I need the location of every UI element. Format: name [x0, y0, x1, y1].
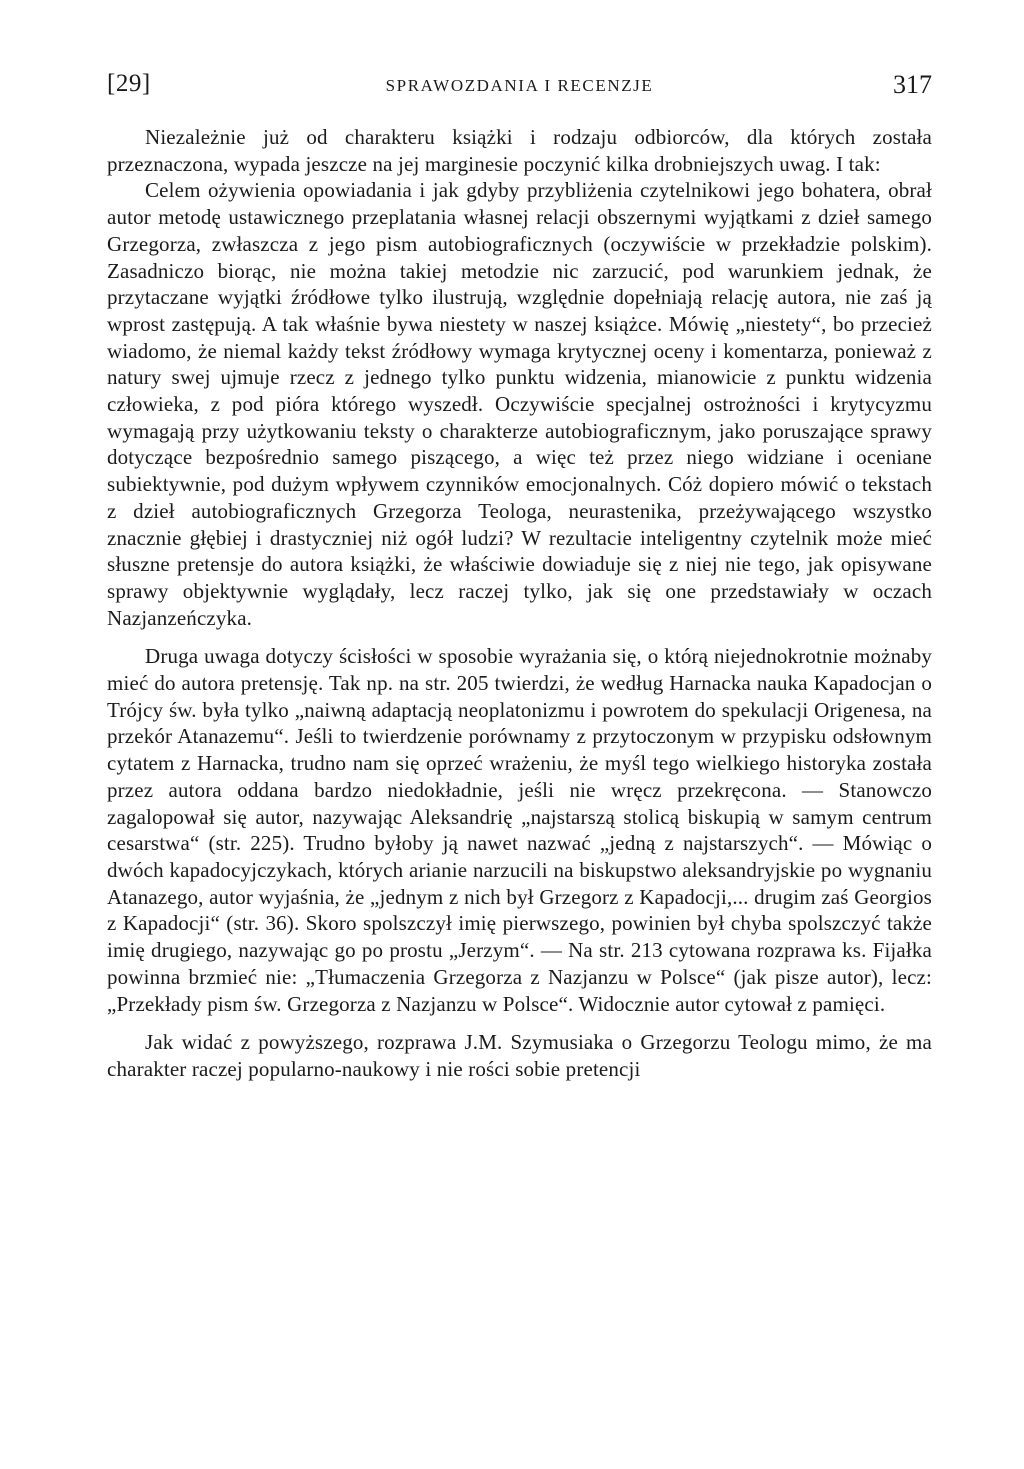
running-title: SPRAWOZDANIA I RECENZJE: [385, 76, 654, 95]
paragraph-intro: Niezależnie już od charakteru książki i rodzaju odbiorców, dla których została przeznaczona, wypada jeszcze na jej marginesie poczynić kilka drobniejszych uwag. I tak:: [107, 125, 932, 176]
document-page: [107, 62, 932, 1083]
paragraph-precision: Druga uwaga dotyczy ścisłości w sposobie wyrażania się, o którą niejednokrotnie możnaby mieć do autora pretensję. Tak np. na str. 205 twierdzi, że według Harnacka nauka Kapadocjan o Trójcy św. była tylko „naiwną adaptacją neoplatonizmu i powrotem do spekulacji Origenesa, na przekór Atanazemu“. Jeśli to twierdzenie porównamy z przytoczonym w przypisku odsłownym cytatem z Harnacka, trudno nam się oprzeć wrażeniu, że myśl tego wielkiego historyka została przez autora oddana bardzo niedokładnie, jeśli nie wręcz przekręcona. — Stanowczo zagalopował się autor, nazywając Aleksandrię „najstarszą stolicą biskupią w samym centrum cesarstwa“ (str. 225). Trudno byłoby ją nawet nazwać „jedną z najstarszych“. — Mówiąc o dwóch kapadocyjczykach, których arianie narzucili na biskupstwo aleksandryjskie po wygnaniu Atanazego, autor wyjaśnia, że „jednym z nich był Grzegorz z Kapadocji,... drugim zaś Georgios z Kapadocji“ (str. 36). Skoro spolszczył imię pierwszego, powinien był chyba spolszczyć także imię drugiego, nazywając go po prostu „Jerzym“. — Na str. 213 cytowana rozprawa ks. Fijałka powinna brzmieć nie: „Tłumaczenia Grzegorza z Nazjanzu w Polsce“ (jak pisze autor), lecz: „Przekłady pism św. Grzegorza z Nazjanzu w Polsce“. Widocznie autor cytował z pamięci.: [107, 644, 932, 1016]
paragraph-conclusion: Jak widać z powyższego, rozprawa J.M. Szymusiaka o Grzegorzu Teologu mimo, że ma charakter raczej popularno-naukowy i nie rości sobie pretencji: [107, 1030, 932, 1081]
page-number: 317: [893, 70, 932, 99]
paragraph-method: Celem ożywienia opowiadania i jak gdyby przybliżenia czytelnikowi jego bohatera, obrał autor metodę ustawicznego przeplatania własnej relacji obszernymi wyjątkami z dzieł samego Grzegorza, zwłaszcza z jego pism autobiograficznych (oczywiście w przekładzie polskim). Zasadniczo biorąc, nie można takiej metodzie nic zarzucić, pod warunkiem jednak, że przytaczane wyjątki źródłowe tylko ilustrują, względnie dopełniają relację autora, nie zaś ją wprost zastępują. A tak właśnie bywa niestety w naszej książce. Mówię „niestety“, bo przecież wiadomo, że niemal każdy tekst źródłowy wymaga krytycznej oceny i komentarza, ponieważ z natury swej ujmuje rzecz z jednego tylko punktu widzenia, mianowicie z punktu widzenia człowieka, z pod pióra którego wyszedł. Oczywiście specjalnej ostrożności i krytycyzmu wymagają przy użytkowaniu teksty o charakterze autobiograficznym, jako poruszające sprawy dotyczące bezpośrednio samego piszącego, a więc też przez niego widziane i oceniane subiektywnie, pod dużym wpływem czynników emocjonalnych. Cóż dopiero mówić o tekstach z dzieł autobiograficznych Grzegorza Teologa, neurastenika, przeżywającego wszystko znacznie głębiej i drastyczniej niż ogół ludzi? W rezultacie inteligentny czytelnik może mieć słuszne pretensje do autora książki, że właściwie dowiaduje się z niej nie tego, jak opisywane sprawy objektywnie wyglądały, lecz raczej tylko, jak się one przedstawiały w oczach Nazjanzeńczyka.: [107, 178, 932, 630]
section-number: [29]: [107, 70, 151, 97]
body-text: [107, 124, 932, 1083]
running-head: [107, 62, 932, 102]
